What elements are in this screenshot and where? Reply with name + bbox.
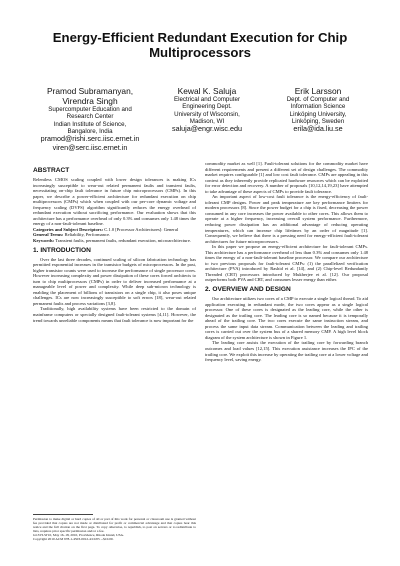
copyright-footnote: [33, 517, 196, 542]
introduction-heading: 1. INTRODUCTION: [33, 246, 91, 254]
author-1-name-2: Virendra Singh: [62, 96, 118, 106]
permission-notice: Permission to make digital or hard copies of all or part of this work for personal or classroom use is granted without fee provided that copies are not made or distributed for profit or commercial advantage and that copies bear this notice and the full citation on the first page. To copy otherwise, to republish, to post on servers or to redistribute to lists, requires prior specific permission and/or a fee.: [33, 517, 196, 534]
author-2-affiliation-2: Engineering Dept.: [182, 103, 232, 111]
author-3-affiliation-2: Information Science: [290, 103, 346, 111]
left-column: [33, 164, 196, 323]
right-paragraph-2: An important aspect of low-cost fault tolerance is the energy-efficiency of fault-tolerant CMP designs. Power and peak temperature are key performance limiters for modern processors [8]. Since the power budget for a chip is fixed, decreasing the power consumed in any core increases the power available to other cores. This allows them to operate at a higher frequency, increasing overall system performance. Furthermore, reducing power dissipation has an additional advantage of reducing operating temperatures, which can increase chip lifetimes by an order of magnitude [1]. Consequently, we believe that there is a pressing need for energy-efficient fault-tolerant architectures for future microprocessors.: [205, 194, 368, 244]
author-2-name: Kewal K. Saluja: [177, 86, 237, 96]
categories-label: Categories and Subject Descriptors:: [33, 226, 104, 232]
introduction-paragraph-2: Traditionally, high availability systems have been restricted to the domain of mainframe computers or specially designed fault-tolerant systems [4,11]. However, the trend towards unreliable components means that fault tolerance is now important for the: [33, 306, 196, 323]
venue-line: GLSVLSI'10, May 16–18, 2010, Providence, Rhode Island, USA.: [33, 533, 124, 538]
author-1-email-1: pramod@rishi.serc.iisc.ernet.in: [40, 134, 140, 144]
author-3-affiliation-1: Dept. of Computer and: [286, 96, 350, 103]
right-column: [205, 161, 368, 363]
title-line-2: Multiprocessors: [149, 45, 251, 60]
categories-text: C.1.0 [Processor Architectures]: General: [104, 226, 179, 232]
author-1: [30, 86, 150, 152]
general-terms-label: General Terms:: [33, 232, 64, 238]
paper-title: [0, 30, 400, 60]
author-2-affiliation-1: Electrical and Computer: [173, 96, 241, 103]
author-2: [148, 86, 266, 134]
author-3: [266, 86, 370, 134]
footnote-rule: [33, 514, 93, 515]
overview-paragraph-2: The leading core assists the execution of the trailing core by forwarding branch outcomes and load values [12,15]. This execution assistance increases the IPC of the trailing core. We exploit this increase by operating the trailing core at a lower voltage and frequency level, saving energy.: [205, 340, 368, 363]
author-1-affiliation-1: Supercomputer Education and: [48, 106, 132, 113]
author-1-affiliation-3: Indian Institute of Science,: [53, 120, 127, 128]
title-line-1: Energy-Efficient Redundant Execution for Chip: [52, 30, 348, 45]
author-1-email-2: viren@serc.iisc.ernet.in: [52, 142, 128, 152]
keywords-line: [33, 238, 196, 244]
author-1-affiliation-4: Bangalore, India: [67, 127, 113, 135]
author-1-name-1: Pramod Subramanyan,: [46, 86, 134, 96]
keywords-text: Transient faults, permanent faults, redundant execution, microarchitecture.: [55, 238, 191, 244]
general-terms-text: Reliability, Performance.: [64, 232, 111, 238]
abstract-text: Relentless CMOS scaling coupled with lower design tolerances is making ICs increasingly susceptible to wear-out related permanent faults and transient faults, necessitating on-chip fault tolerance in future chip microprocessors (CMPs). In this paper, we describe a power-efficient architecture for redundant execution on chip multiprocessors (CMPs) which when coupled with our per-core dynamic voltage and frequency scaling (DVFS) algorithm significantly reduces the energy overhead of redundant execution without sacrificing performance. Our evaluation shows that this architecture has a performance overhead of only 0.3% and consumes only 1.48 times the energy of a non-fault-tolerant baseline.: [33, 177, 196, 227]
right-paragraph-3: In this paper we propose an energy-efficient architecture for fault-tolerant CMPs. This architecture has a performance overhead of less than 0.3% and consumes only 1.48 times the energy of a non-fault-tolerant baseline processor. We compare our architecture to two previous proposals for fault-tolerant CMPs: (1) the parallelized verification architecture (PVA) introduced by Rashid et al. [14], and (2) Chip-level Redundantly Threaded (CRT) processors introduced by Mukherjee et al. [12]. Our proposal outperforms both PVA and CRT, and consumes lesser energy than either.: [205, 244, 368, 283]
overview-heading: 2. OVERVIEW AND DESIGN: [205, 286, 291, 294]
author-3-affiliation-4: Linköping, Sweden: [291, 117, 345, 125]
abstract-heading: ABSTRACT: [33, 167, 70, 174]
copyright-line: Copyright 2010 ACM 978-1-4503-0012-4/10/05 ...$10.00.: [33, 537, 114, 542]
author-1-affiliation-2: Research Center: [66, 113, 114, 121]
overview-paragraph-1: Our architecture utilizes two cores of a CMP to execute a single logical thread. To aid application executing in redundant mode, the two cores appear as a single logical processor. One of these cores is designated as the leading core, while the other is designated as the trailing core. The leading core is so named because it is temporally ahead of the trailing core. The two cores execute the same instruction stream, and process the same input data stream. Communication between the leading and trailing cores is carried out over the system bus of a shared memory CMP. A high level block diagram of the system architecture is shown in Figure 1.: [205, 296, 368, 340]
author-3-name: Erik Larsson: [294, 86, 342, 96]
author-3-email: erila@ida.liu.se: [293, 124, 343, 134]
right-paragraph-1: commodity market as well [1]. Fault-tolerant solutions for the commodity market have different requirements and present a different set of design challenges. The commodity market requires configurable [1] and low cost fault tolerance. CMPs are appealing in this context as they inherently provide replicated hardware resources which can be exploited for error detection and recovery. A number of proposals [10,12,14,19,23] have attempted to take advantage of these aspects of CMPs to provide fault tolerance.: [205, 161, 368, 194]
author-2-affiliation-3: University of Wisconsin,: [174, 110, 240, 118]
author-2-email: saluja@engr.wisc.edu: [171, 124, 243, 134]
author-3-affiliation-3: Linköping University,: [289, 110, 347, 118]
keywords-label: Keywords:: [33, 238, 55, 244]
author-2-affiliation-4: Madison, WI: [189, 117, 225, 125]
introduction-paragraph-1: Over the last three decades, continued scaling of silicon fabrication technology has permitted exponential increases in the transistor budgets of microprocessors. In the past, higher transistor counts were used to increase the performance of single processor cores. However increasing complexity and power dissipation of these cores forced architects to turn to chip multiprocessors (CMPs) in order to deliver increased performance at a manageable level of power and complexity. While deep sub-micron technology is enabling the placement of billions of transistors on a single chip, it also poses unique challenges. ICs are now increasingly susceptible to soft errors [18], wear-out related permanent faults and process variations [3,8].: [33, 256, 196, 306]
